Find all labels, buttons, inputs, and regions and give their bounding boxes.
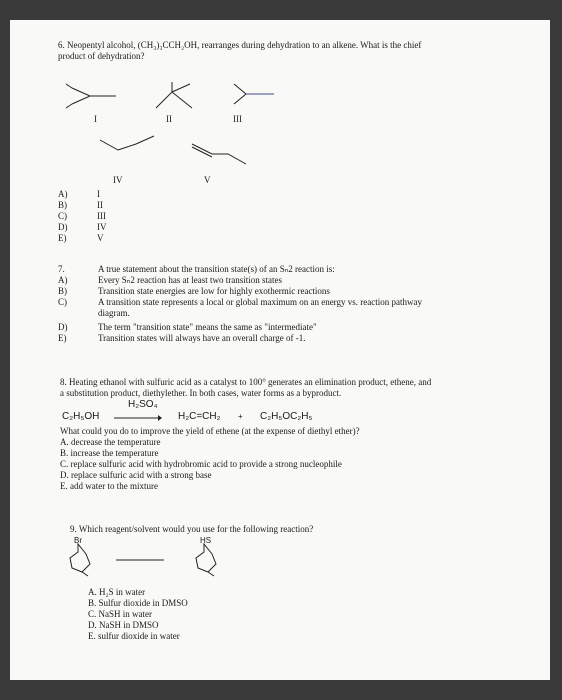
q6-option-letter-e[interactable]: E) — [58, 233, 67, 243]
q8-option-c[interactable]: C. replace sulfuric acid with hydrobromic acid to provide a strong nucleophile — [60, 459, 342, 469]
q6-option-value-e: V — [97, 233, 104, 243]
q9-left-label-br: Br — [74, 536, 82, 545]
q9-option-a[interactable]: A. H₂S in water — [88, 587, 146, 597]
q8-reagent: H₂SO₄ — [128, 399, 158, 410]
q9-right-label-hs: HS — [200, 536, 212, 545]
q8-option-a[interactable]: A. decrease the temperature — [60, 437, 161, 447]
structure-II — [150, 80, 210, 115]
q9-reaction-arrow — [116, 557, 166, 563]
structure-III — [228, 80, 288, 110]
q8-product-ether: C₂H₅OC₂H₅ — [260, 411, 313, 422]
q7-number: 7. — [58, 264, 65, 274]
q6-option-letter-b[interactable]: B) — [58, 200, 67, 210]
q8-reactant: C₂H₅OH — [62, 411, 100, 422]
q7-stem: A true statement about the transition state(s) of an Sₙ2 reaction is: — [98, 264, 335, 274]
q6-option-letter-c[interactable]: C) — [58, 211, 67, 221]
q7-option-letter-c[interactable]: C) — [58, 297, 67, 307]
q6-stem-line2: product of dehydration? — [58, 51, 145, 61]
reaction-arrow — [114, 415, 162, 423]
q7-option-letter-b[interactable]: B) — [58, 286, 67, 296]
q8-product-ethene: H₂C=CH₂ — [178, 411, 221, 422]
q8-stem-line2: a substitution product, diethylether. In both cases, water forms as a byproduct. — [60, 388, 342, 398]
q7-option-letter-a[interactable]: A) — [58, 275, 68, 285]
q8-option-e[interactable]: E. add water to the mixture — [60, 481, 158, 491]
q8-option-b[interactable]: B. increase the temperature — [60, 448, 159, 458]
roman-III: III — [233, 114, 242, 124]
q9-option-e[interactable]: E. sulfur dioxide in water — [88, 631, 180, 641]
q7-option-d: The term "transition state" means the same as "intermediate" — [98, 322, 317, 332]
q9-option-d[interactable]: D. NaSH in DMSO — [88, 620, 159, 630]
q7-option-letter-e[interactable]: E) — [58, 333, 67, 343]
q7-option-c-continued: diagram. — [98, 308, 130, 318]
q9-option-c[interactable]: C. NaSH in water — [88, 609, 152, 619]
q6-option-value-c: III — [97, 211, 106, 221]
q9-stem: 9. Which reagent/solvent would you use for the following reaction? — [70, 524, 314, 534]
structure-IV — [94, 136, 164, 161]
q8-stem-line1: 8. Heating ethanol with sulfuric acid as a catalyst to 100° generates an elimination product, ethene, and — [60, 377, 432, 387]
q9-reactant-ring — [66, 544, 96, 578]
q8-question: What could you do to improve the yield of ethene (at the expense of diethyl ether)? — [60, 426, 360, 436]
q6-option-value-d: IV — [97, 222, 107, 232]
roman-I: I — [94, 114, 97, 124]
q7-option-e: Transition states will always have an overall charge of -1. — [98, 333, 306, 343]
roman-II: II — [166, 114, 172, 124]
structure-I — [68, 82, 128, 112]
q8-plus: + — [238, 412, 243, 421]
structure-V — [190, 140, 260, 170]
worksheet-page — [10, 20, 550, 680]
q6-option-letter-a[interactable]: A) — [58, 189, 68, 199]
q6-option-letter-d[interactable]: D) — [58, 222, 68, 232]
q6-option-value-a: I — [97, 189, 100, 199]
q7-option-letter-d[interactable]: D) — [58, 322, 68, 332]
q6-option-value-b: II — [97, 200, 103, 210]
q6-stem-line1: 6. Neopentyl alcohol, (CH₃)₃CCH₂OH, rearranges during dehydration to an alkene. What is the chief — [58, 40, 422, 50]
q8-option-d[interactable]: D. replace sulfuric acid with a strong base — [60, 470, 212, 480]
q9-product-ring — [192, 544, 222, 578]
q9-option-b[interactable]: B. Sulfur dioxide in DMSO — [88, 598, 188, 608]
roman-IV: IV — [113, 175, 123, 185]
roman-V: V — [204, 175, 211, 185]
q7-option-b: Transition state energies are low for highly exothermic reactions — [98, 286, 330, 296]
q7-option-a: Every Sₙ2 reaction has at least two transition states — [98, 275, 283, 285]
q7-option-c: A transition state represents a local or global maximum on an energy vs. reaction pathway — [98, 297, 422, 307]
